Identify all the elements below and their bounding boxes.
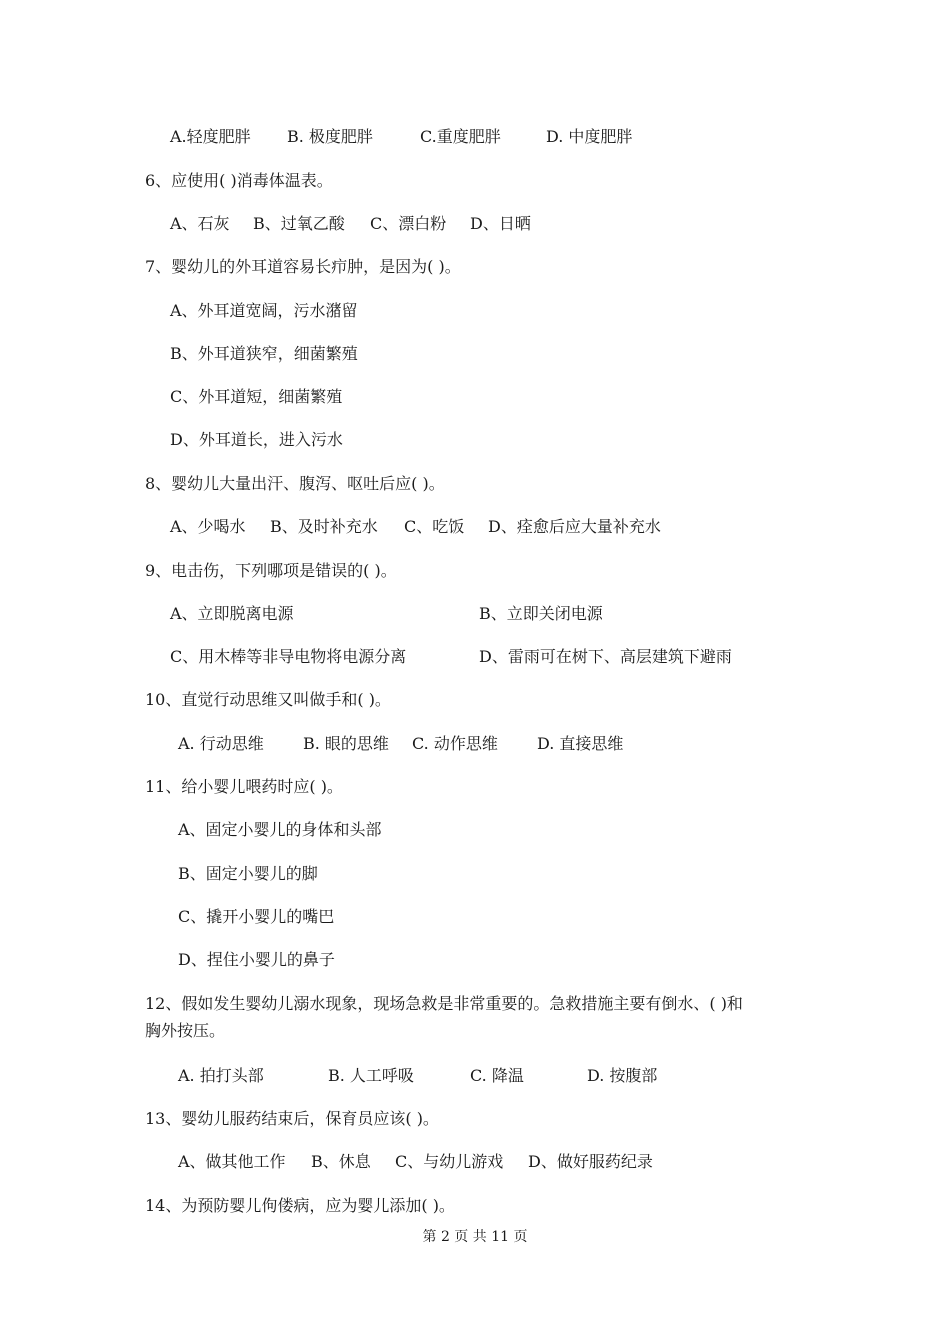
q7-option-d: D、外耳道长，进入污水 [170, 430, 343, 449]
q8-option-a: A、少喝水 [170, 517, 246, 536]
q5-option-c: C.重度肥胖 [420, 127, 501, 146]
q5-option-d: D. 中度肥胖 [546, 127, 633, 146]
q13-stem: 13、婴幼儿服药结束后，保育员应该( )。 [145, 1109, 439, 1128]
q8-stem: 8、婴幼儿大量出汗、腹泻、呕吐后应( )。 [145, 474, 445, 493]
q8-option-b: B、及时补充水 [270, 517, 378, 536]
q8-option-c: C、吃饭 [404, 517, 465, 536]
q6-stem: 6、应使用( )消毒体温表。 [145, 171, 333, 190]
q7-option-a: A、外耳道宽阔，污水潴留 [170, 301, 358, 320]
q6-option-b: B、过氧乙酸 [253, 214, 345, 233]
q9-stem: 9、电击伤，下列哪项是错误的( )。 [145, 561, 397, 580]
q12-option-b: B. 人工呼吸 [328, 1066, 414, 1085]
q5-option-a: A.轻度肥胖 [170, 127, 251, 146]
q10-option-c: C. 动作思维 [412, 734, 498, 753]
q11-stem: 11、给小婴儿喂药时应( )。 [145, 777, 343, 796]
q12-stem-line-1: 12、假如发生婴幼儿溺水现象，现场急救是非常重要的。急救措施主要有倒水、( )和 [145, 994, 743, 1013]
q7-option-c: C、外耳道短，细菌繁殖 [170, 387, 343, 406]
page-number-footer: 第 2 页 共 11 页 [422, 1229, 528, 1245]
q13-option-c: C、与幼儿游戏 [395, 1152, 504, 1171]
q13-option-d: D、做好服药纪录 [528, 1152, 653, 1171]
q9-option-c: C、用木棒等非导电物将电源分离 [170, 647, 407, 666]
q14-stem: 14、为预防婴儿佝偻病，应为婴儿添加( )。 [145, 1196, 455, 1215]
q10-stem: 10、直觉行动思维又叫做手和( )。 [145, 690, 391, 709]
q12-stem-line-2: 胸外按压。 [145, 1021, 226, 1040]
q13-option-b: B、休息 [311, 1152, 371, 1171]
q11-option-c: C、撬开小婴儿的嘴巴 [178, 907, 335, 926]
q9-option-d: D、雷雨可在树下、高层建筑下避雨 [479, 647, 732, 666]
q12-option-d: D. 按腹部 [587, 1066, 658, 1085]
q12-option-c: C. 降温 [470, 1066, 524, 1085]
q9-option-b: B、立即关闭电源 [479, 604, 603, 623]
q13-option-a: A、做其他工作 [178, 1152, 286, 1171]
q11-option-a: A、固定小婴儿的身体和头部 [178, 820, 382, 839]
q10-option-b: B. 眼的思维 [303, 734, 389, 753]
q6-option-a: A、石灰 [170, 214, 230, 233]
q7-option-b: B、外耳道狭窄，细菌繁殖 [170, 344, 358, 363]
q6-option-c: C、漂白粉 [370, 214, 447, 233]
q11-option-b: B、固定小婴儿的脚 [178, 864, 318, 883]
q5-option-b: B. 极度肥胖 [287, 127, 373, 146]
q6-option-d: D、日晒 [470, 214, 531, 233]
q9-option-a: A、立即脱离电源 [170, 604, 294, 623]
q10-option-a: A. 行动思维 [178, 734, 264, 753]
q12-option-a: A. 拍打头部 [178, 1066, 264, 1085]
q7-stem: 7、婴幼儿的外耳道容易长疖肿，是因为( )。 [145, 257, 461, 276]
q10-option-d: D. 直接思维 [537, 734, 624, 753]
q11-option-d: D、捏住小婴儿的鼻子 [178, 950, 335, 969]
q8-option-d: D、痊愈后应大量补充水 [488, 517, 661, 536]
